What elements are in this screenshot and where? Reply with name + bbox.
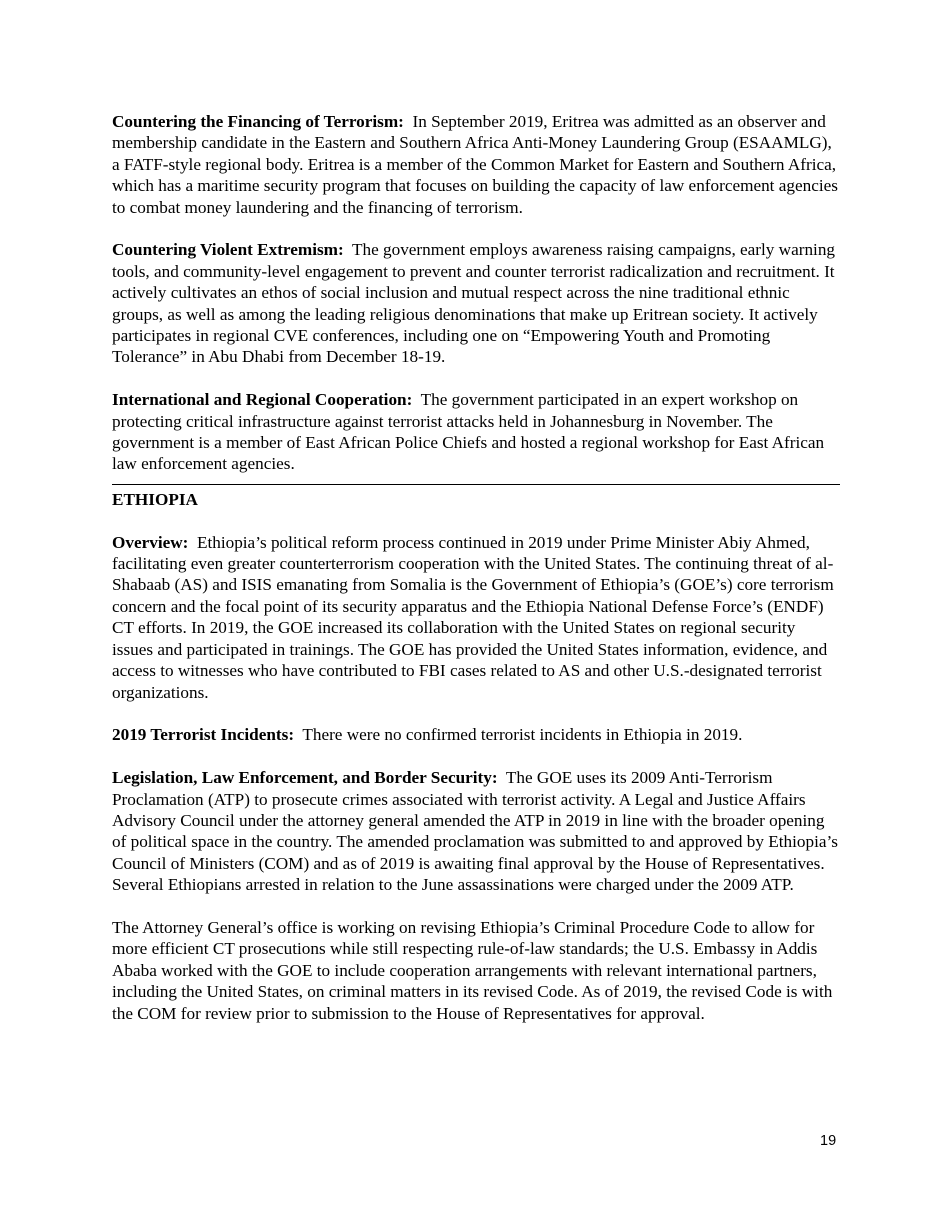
- paragraph-heading: Countering the Financing of Terrorism:: [112, 112, 404, 131]
- paragraph-text: The government participated in an expert workshop on protecting critical infrastructure against terrorist attacks held in Johannesburg in November. The government is a member of East African Police Chiefs and hosted a regional workshop for East African law enforcement agencies.: [112, 390, 825, 474]
- paragraph-heading: Countering Violent Extremism:: [112, 240, 344, 260]
- paragraph-heading: International and Regional Cooperation:: [112, 390, 413, 410]
- paragraph-legislation: [112, 767, 840, 895]
- page-number: 19: [820, 1133, 837, 1149]
- paragraph-text: There were no confirmed terrorist incidents in Ethiopia in 2019.: [302, 725, 743, 745]
- paragraph-cft: [112, 111, 840, 218]
- paragraph-text: Ethiopia’s political reform process continued in 2019 under Prime Minister Abiy Ahmed, facilitating even greater counterterrorism cooperation with the United States. The continuing threat of al-Shabaab (AS) and ISIS emanating from Somalia is the Government of Ethiopia’s (GOE’s) core terrorism concern and the focal point of its security apparatus and the Ethiopia National Defense Force’s (ENDF) CT efforts. In 2019, the GOE increased its collaboration with the United States on regional security issues and participated in trainings. The GOE has provided the United States information, evidence, and access to witnesses who have contributed to FBI cases related to AS and other U.S.-designated terrorist organizations.: [112, 532, 834, 702]
- paragraph-text: In September 2019, Eritrea was admitted as an observer and membership candidate in the Eastern and Southern Africa Anti-Money Laundering Group (ESAAMLG), a FATF-style regional body. Eritrea is a member of the Common Market for Eastern and Southern Africa, which has a maritime security program that focuses on building the capacity of law enforcement agencies to combat money laundering and the financing of terrorism.: [112, 112, 838, 217]
- paragraph-text: The Attorney General’s office is working on revising Ethiopia’s Criminal Procedure Code to allow for more efficient CT prosecutions while still respecting rule-of-law standards; the U.S. Embassy in Addis Ababa worked with the GOE to include cooperation arrangements with relevant international partners, including the United States, on criminal matters in its revised Code. As of 2019, the revised Code is with the COM for review prior to submission to the House of Representatives for approval.: [112, 917, 833, 1023]
- paragraph-heading: Legislation, Law Enforcement, and Border Security:: [112, 768, 498, 788]
- paragraph-cooperation: [112, 389, 840, 475]
- paragraph-heading: 2019 Terrorist Incidents:: [112, 725, 295, 745]
- paragraph-cve: [112, 239, 840, 367]
- paragraph-heading: Overview:: [112, 532, 189, 552]
- document-body: [112, 111, 840, 1045]
- section-divider: [112, 484, 840, 485]
- paragraph-incidents: [112, 724, 840, 745]
- section-title: ETHIOPIA: [112, 489, 198, 509]
- paragraph-text: The government employs awareness raising campaigns, early warning tools, and community-level engagement to prevent and counter terrorist radicalization and recruitment. It actively cultivates an ethos of social inclusion and mutual respect across the nine traditional ethnic groups, as well as among the leading religious denominations that make up Eritrean society. It actively participates in regional CVE conferences, including one on “Empowering Youth and Promoting Tolerance” in Abu Dhabi from December 18-19.: [112, 240, 836, 367]
- paragraph-text: The GOE uses its 2009 Anti-Terrorism Proclamation (ATP) to prosecute crimes associated with terrorist activity. A Legal and Justice Affairs Advisory Council under the attorney general amended the ATP in 2019 in line with the broader opening of political space in the country. The amended proclamation was submitted to and approved by Ethiopia’s Council of Ministers (COM) and as of 2019 is awaiting final approval by the House of Representatives. Several Ethiopians arrested in relation to the June assassinations were charged under the 2009 ATP.: [112, 768, 838, 895]
- paragraph-overview: [112, 532, 840, 703]
- paragraph-attorney-general: [112, 917, 840, 1024]
